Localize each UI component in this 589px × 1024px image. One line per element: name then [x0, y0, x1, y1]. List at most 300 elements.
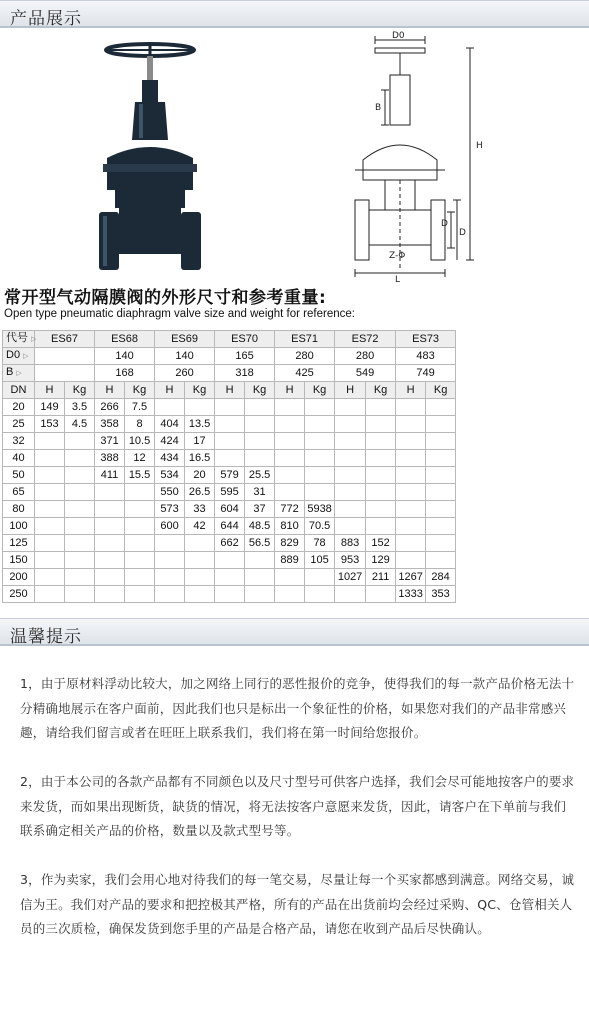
cell-text: 600	[160, 519, 179, 532]
cell-text: 31	[253, 485, 266, 498]
b-cell	[35, 365, 95, 382]
table-cell	[35, 535, 65, 552]
cell-text: 211	[371, 570, 390, 583]
cell-text: 1267	[398, 570, 423, 583]
section-title-tips: 温馨提示	[10, 627, 82, 647]
table-cell	[366, 399, 396, 416]
dn-cell	[3, 535, 35, 552]
dn-header-cell	[3, 382, 35, 399]
cell-text: 425	[295, 366, 314, 379]
cell-text: 32	[12, 434, 25, 447]
table-cell	[426, 467, 456, 484]
table-cell	[185, 450, 215, 467]
table-cell	[335, 501, 366, 518]
table-cell	[245, 433, 275, 450]
table-cell	[426, 569, 456, 586]
label-d1: D	[441, 219, 448, 229]
table-cell	[335, 467, 366, 484]
table-cell	[275, 433, 305, 450]
b-cell	[275, 365, 335, 382]
table-cell	[275, 450, 305, 467]
model-header-cell	[35, 331, 95, 348]
table-cell	[245, 552, 275, 569]
cell-text: 3.5	[71, 400, 88, 413]
table-cell	[65, 518, 95, 535]
note-paragraph: 1，由于原材料浮动比较大，加之网络上同行的恶性报价的竞争，使得我们的每一款产品价格无法十分精确地展示在客户面前，因此我们也只是标出一个象征性的价格，如果您对我们的产品非常感兴趣，请给我们留言或者在旺旺上联系我们，我们将在第一时间给您报价。	[20, 676, 575, 740]
d0-cell	[275, 348, 335, 365]
table-cell	[426, 586, 456, 603]
table-cell	[426, 450, 456, 467]
cell-text: 829	[280, 536, 299, 549]
cell-text: 129	[371, 553, 390, 566]
cell-text: 749	[416, 366, 435, 379]
table-cell	[155, 518, 185, 535]
table-cell	[335, 433, 366, 450]
table-cell	[215, 569, 245, 586]
table-cell	[65, 450, 95, 467]
cell-text: Kg	[132, 383, 147, 396]
cell-text: 250	[9, 587, 28, 600]
table-cell	[155, 569, 185, 586]
d0-cell	[155, 348, 215, 365]
table-cell	[95, 569, 125, 586]
cell-text: H	[105, 383, 114, 396]
table-cell	[215, 450, 245, 467]
table-cell	[125, 569, 155, 586]
cell-text: 4.5	[71, 417, 88, 430]
kg-header-cell	[185, 382, 215, 399]
table-cell	[275, 416, 305, 433]
cell-text: 13.5	[188, 417, 211, 430]
table-cell	[366, 501, 396, 518]
table-row	[3, 450, 456, 467]
dn-cell	[3, 569, 35, 586]
cell-text: 772	[280, 502, 299, 515]
cell-text: ES72	[351, 332, 379, 345]
table-cell	[305, 467, 335, 484]
model-header-cell	[335, 331, 396, 348]
table-cell	[366, 586, 396, 603]
table-cell	[335, 518, 366, 535]
table-cell	[245, 535, 275, 552]
table-cell	[185, 467, 215, 484]
cell-text: 140	[175, 349, 194, 362]
table-row	[3, 501, 456, 518]
cell-text: ES71	[291, 332, 319, 345]
table-cell	[65, 433, 95, 450]
table-cell	[155, 433, 185, 450]
cell-text: 5938	[307, 502, 332, 515]
table-row	[3, 535, 456, 552]
table-cell	[35, 518, 65, 535]
table-cell	[215, 433, 245, 450]
table-cell	[155, 450, 185, 467]
h-header-cell	[396, 382, 426, 399]
table-cell	[215, 552, 245, 569]
note-paragraph: 3，作为卖家，我们会用心地对待我们的每一笔交易，尽量让每一个买家都感到满意。网络交易，诚信为王。我们对产品的要求和把控极其严格，所有的产品在出货前均会经过采购、QC、仓管相关人员的三次质检，确保发货到您手里的产品是合格产品，请您在收到产品后尽快确认。	[20, 872, 575, 936]
table-cell	[125, 484, 155, 501]
cell-text: 70.5	[308, 519, 331, 532]
cell-text: 889	[280, 553, 299, 566]
table-cell	[35, 416, 65, 433]
table-cell	[215, 467, 245, 484]
table-row	[3, 586, 456, 603]
table-cell	[245, 484, 275, 501]
table-cell	[245, 467, 275, 484]
table-cell	[335, 399, 366, 416]
valve-dimension-drawing	[345, 30, 495, 285]
table-cell	[426, 416, 456, 433]
table-cell	[155, 535, 185, 552]
table-cell	[426, 552, 456, 569]
cell-text: 150	[9, 553, 28, 566]
h-header-cell	[215, 382, 245, 399]
dn-cell	[3, 552, 35, 569]
table-cell	[275, 552, 305, 569]
table-cell	[396, 416, 426, 433]
cell-text: 371	[100, 434, 119, 447]
kg-header-cell	[305, 382, 335, 399]
cell-text: Kg	[72, 383, 87, 396]
cell-text: 12	[133, 451, 146, 464]
note-paragraph: 2，由于本公司的各款产品都有不同颜色以及尺寸型号可供客户选择，我们会尽可能地按客户的要求来发货，而如果出现断货，缺货的情况，将无法按客户意愿来发货，因此，请客户在下单前与我们联系确定相关产品的价格，数量以及款式型号等。	[20, 774, 575, 838]
table-cell	[305, 450, 335, 467]
table-cell	[396, 433, 426, 450]
cell-text: 662	[220, 536, 239, 549]
dn-cell	[3, 484, 35, 501]
cell-text: H	[225, 383, 234, 396]
cell-text: B	[6, 366, 14, 378]
cell-text: ES68	[111, 332, 138, 345]
table-row	[3, 433, 456, 450]
h-header-cell	[335, 382, 366, 399]
table-cell	[275, 518, 305, 535]
table-cell	[305, 535, 335, 552]
table-cell	[35, 399, 65, 416]
table-cell	[275, 399, 305, 416]
label-d: D	[459, 228, 466, 238]
table-cell	[335, 535, 366, 552]
cell-text: 37	[253, 502, 266, 515]
cell-text: 549	[355, 366, 375, 379]
table-cell	[335, 416, 366, 433]
cell-text: 200	[9, 570, 28, 583]
cell-text: 17	[193, 434, 206, 447]
cell-text: 20	[193, 468, 206, 481]
kg-header-cell	[65, 382, 95, 399]
cell-text: 20	[12, 400, 25, 413]
table-cell	[185, 484, 215, 501]
table-cell	[35, 569, 65, 586]
table-cell	[95, 399, 125, 416]
label-d0: D0	[392, 31, 405, 41]
table-cell	[95, 416, 125, 433]
table-cell	[185, 433, 215, 450]
label-b: B	[375, 103, 382, 113]
table-cell	[305, 518, 335, 535]
cell-text: 125	[9, 536, 28, 549]
table-cell	[125, 450, 155, 467]
cell-text: 810	[280, 519, 299, 532]
table-cell	[35, 484, 65, 501]
table-cell	[125, 467, 155, 484]
table-cell	[366, 518, 396, 535]
cell-text: 33	[193, 502, 206, 515]
table-cell	[426, 399, 456, 416]
row-arrow-icon: ▷	[31, 336, 37, 343]
cell-text: 280	[355, 349, 375, 362]
size-weight-table	[2, 330, 456, 603]
b-cell	[155, 365, 215, 382]
table-cell	[95, 433, 125, 450]
table-cell	[125, 552, 155, 569]
dn-cell	[3, 467, 35, 484]
section-header-display	[0, 0, 589, 28]
model-header-cell	[396, 331, 456, 348]
kg-header-cell	[426, 382, 456, 399]
table-cell	[335, 484, 366, 501]
cell-text: 105	[310, 553, 329, 566]
cell-text: 404	[160, 417, 179, 430]
table-cell	[215, 416, 245, 433]
cell-text: 318	[235, 366, 254, 379]
table-cell	[125, 501, 155, 518]
cell-text: 579	[220, 468, 239, 481]
table-cell	[305, 399, 335, 416]
table-cell	[95, 586, 125, 603]
cell-text: DN	[10, 383, 27, 396]
cell-text: H	[165, 383, 174, 396]
cell-text: 78	[313, 536, 326, 549]
cell-text: 604	[220, 502, 239, 515]
table-heading-en: Open type pneumatic diaphragm valve size and weight for reference:	[4, 308, 355, 320]
table-cell	[65, 501, 95, 518]
table-cell	[335, 552, 366, 569]
row-arrow-icon: ▷	[23, 353, 29, 360]
h-header-cell	[275, 382, 305, 399]
table-cell	[125, 535, 155, 552]
cell-text: 883	[340, 536, 360, 549]
table-cell	[95, 535, 125, 552]
table-cell	[366, 484, 396, 501]
table-row-units	[3, 382, 456, 399]
b-cell	[95, 365, 155, 382]
table-row	[3, 484, 456, 501]
table-cell	[95, 450, 125, 467]
label-l: L	[395, 275, 401, 285]
cell-text: D0	[6, 349, 21, 361]
d0-cell	[215, 348, 275, 365]
cell-text: ES73	[412, 332, 440, 345]
table-cell	[65, 535, 95, 552]
table-cell	[305, 552, 335, 569]
table-cell	[65, 467, 95, 484]
kg-header-cell	[245, 382, 275, 399]
cell-text: ES67	[51, 332, 78, 345]
table-cell	[65, 484, 95, 501]
table-cell	[35, 450, 65, 467]
notes-list	[20, 672, 576, 942]
table-heading-cn: 常开型气动隔膜阀的外形尺寸和参考重量:	[4, 288, 327, 308]
table-cell	[245, 501, 275, 518]
table-cell	[335, 450, 366, 467]
table-cell	[95, 552, 125, 569]
cell-text: H	[406, 383, 415, 396]
cell-text: 65	[12, 485, 25, 498]
table-cell	[335, 569, 366, 586]
cell-text: 165	[235, 349, 254, 362]
table-row	[3, 416, 456, 433]
table-cell	[275, 484, 305, 501]
cell-text: 280	[295, 349, 314, 362]
cell-text: 152	[371, 536, 390, 549]
table-cell	[366, 535, 396, 552]
table-cell	[125, 433, 155, 450]
cell-text: 1333	[398, 587, 423, 600]
table-cell	[155, 552, 185, 569]
table-row-b	[3, 365, 456, 382]
table-cell	[366, 467, 396, 484]
table-cell	[35, 501, 65, 518]
table-cell	[335, 586, 366, 603]
cell-text: 550	[160, 485, 179, 498]
table-cell	[35, 552, 65, 569]
table-cell	[215, 501, 245, 518]
cell-text: 411	[100, 468, 119, 481]
cell-text: 80	[12, 502, 25, 515]
table-cell	[275, 501, 305, 518]
table-cell	[305, 569, 335, 586]
table-cell	[155, 399, 185, 416]
table-cell	[275, 467, 305, 484]
table-cell	[215, 535, 245, 552]
table-cell	[305, 484, 335, 501]
table-row-d0	[3, 348, 456, 365]
dn-cell	[3, 433, 35, 450]
table-cell	[396, 467, 426, 484]
table-row	[3, 518, 456, 535]
cell-text: 953	[340, 553, 360, 566]
table-cell	[245, 586, 275, 603]
table-cell	[215, 399, 245, 416]
table-row	[3, 552, 456, 569]
cell-text: 644	[220, 519, 239, 532]
cell-text: 266	[100, 400, 119, 413]
cell-text: 25.5	[248, 468, 271, 481]
model-header-cell	[275, 331, 335, 348]
dn-cell	[3, 450, 35, 467]
cell-text: 260	[175, 366, 194, 379]
row-arrow-icon: ▷	[16, 370, 22, 377]
table-cell	[155, 467, 185, 484]
section-title-display: 产品展示	[10, 9, 82, 29]
table-cell	[65, 552, 95, 569]
row-label-d0	[3, 348, 35, 365]
cell-text: 353	[431, 587, 450, 600]
cell-text: 434	[160, 451, 179, 464]
cell-text: 140	[115, 349, 134, 362]
cell-text: Kg	[373, 383, 388, 396]
cell-text: Kg	[252, 383, 267, 396]
row-label-b	[3, 365, 35, 382]
table-cell	[275, 535, 305, 552]
table-cell	[366, 569, 396, 586]
table-cell	[275, 586, 305, 603]
table-cell	[65, 416, 95, 433]
cell-text: Kg	[433, 383, 448, 396]
cell-text: 40	[12, 451, 25, 464]
table-cell	[396, 586, 426, 603]
dn-cell	[3, 501, 35, 518]
table-cell	[396, 535, 426, 552]
table-cell	[185, 399, 215, 416]
cell-text: 42	[193, 519, 206, 532]
h-header-cell	[155, 382, 185, 399]
table-cell	[65, 586, 95, 603]
label-z: Z-Φ	[389, 251, 406, 261]
table-cell	[215, 518, 245, 535]
row-label-code	[3, 331, 35, 348]
valve-product-photo	[95, 40, 205, 275]
table-cell	[426, 518, 456, 535]
cell-text: 168	[115, 366, 134, 379]
table-cell	[426, 433, 456, 450]
cell-text: 534	[160, 468, 179, 481]
cell-text: 25	[12, 417, 25, 430]
table-cell	[125, 416, 155, 433]
table-cell	[366, 416, 396, 433]
table-cell	[65, 569, 95, 586]
table-cell	[245, 569, 275, 586]
d0-cell	[396, 348, 456, 365]
table-cell	[125, 586, 155, 603]
cell-text: 26.5	[188, 485, 211, 498]
section-header-tips	[0, 618, 589, 646]
table-cell	[305, 501, 335, 518]
table-cell	[426, 484, 456, 501]
table-cell	[155, 501, 185, 518]
table-cell	[305, 586, 335, 603]
cell-text: 48.5	[248, 519, 271, 532]
table-cell	[396, 569, 426, 586]
h-header-cell	[95, 382, 125, 399]
cell-text: Kg	[192, 383, 207, 396]
table-cell	[95, 501, 125, 518]
table-cell	[35, 586, 65, 603]
d0-cell	[95, 348, 155, 365]
b-cell	[215, 365, 275, 382]
table-row	[3, 467, 456, 484]
table-cell	[245, 399, 275, 416]
cell-text: H	[346, 383, 355, 396]
cell-text: 56.5	[248, 536, 271, 549]
cell-text: 代号	[6, 332, 28, 344]
cell-text: 153	[40, 417, 59, 430]
cell-text: 16.5	[188, 451, 211, 464]
table-cell	[35, 433, 65, 450]
cell-text: 50	[12, 468, 25, 481]
table-cell	[95, 484, 125, 501]
cell-text: H	[285, 383, 294, 396]
cell-text: 595	[220, 485, 239, 498]
cell-text: 7.5	[131, 400, 148, 413]
cell-text: 1027	[337, 570, 363, 583]
cell-text: 10.5	[128, 434, 151, 447]
cell-text: 284	[431, 570, 450, 583]
table-cell	[396, 484, 426, 501]
cell-text: 8	[136, 417, 143, 430]
table-cell	[185, 416, 215, 433]
